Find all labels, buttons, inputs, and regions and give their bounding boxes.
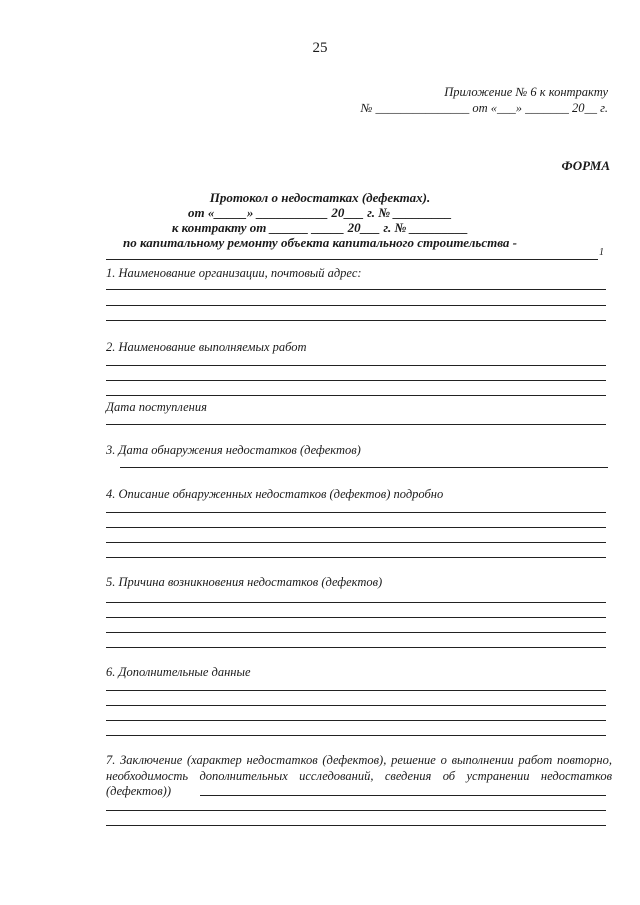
form-label: ФОРМА	[561, 158, 610, 173]
section-cause: 5. Причина возникновения недостатков (дефектов)	[106, 575, 383, 589]
protocol-date-number: от «_____» ___________ 20___ г. № _________	[188, 205, 452, 220]
fill-line[interactable]	[200, 795, 606, 796]
fill-line[interactable]	[106, 380, 606, 381]
fill-line[interactable]	[106, 705, 606, 706]
page-number: 25	[312, 40, 328, 56]
fill-line[interactable]	[106, 825, 606, 826]
section-detection-date: 3. Дата обнаружения недостатков (дефектов)	[106, 443, 361, 457]
fill-line[interactable]	[106, 647, 606, 648]
fill-line[interactable]	[106, 320, 606, 321]
fill-line[interactable]	[106, 690, 606, 691]
appendix-label: Приложение № 6 к контракту	[444, 85, 608, 99]
protocol-title: Протокол о недостатках (дефектах).	[209, 190, 431, 205]
fill-line[interactable]	[106, 617, 606, 618]
protocol-object: по капитальному ремонту объекта капитального строительства -	[122, 235, 518, 250]
fill-line[interactable]	[106, 305, 606, 306]
fill-line[interactable]	[106, 557, 606, 558]
fill-line[interactable]	[106, 735, 606, 736]
section-works: 2. Наименование выполняемых работ	[106, 340, 307, 354]
fill-line[interactable]	[106, 720, 606, 721]
section-organization: 1. Наименование организации, почтовый адрес:	[106, 266, 362, 280]
section-description: 4. Описание обнаруженных недостатков (дефектов) подробно	[106, 487, 444, 501]
fill-line[interactable]	[106, 632, 606, 633]
fill-line[interactable]	[106, 527, 606, 528]
contract-reference: № _______________ от «___» _______ 20__ г.	[360, 101, 608, 115]
section-conclusion: 7. Заключение (характер недостатков (дефектов), решение о выполнении работ повторно, необходимость дополнительных исследований, сведения об устранении недостатков (дефектов))	[106, 753, 612, 798]
fill-line[interactable]	[106, 365, 606, 366]
protocol-contract-ref: к контракту от ______ _____ 20___ г. № _________	[171, 220, 469, 235]
fill-line[interactable]	[106, 542, 606, 543]
fill-line[interactable]	[106, 395, 606, 396]
fill-line[interactable]	[106, 810, 606, 811]
object-name-line[interactable]	[106, 259, 598, 260]
fill-line[interactable]	[106, 289, 606, 290]
footnote-mark: 1	[599, 247, 604, 258]
fill-line[interactable]	[120, 467, 608, 468]
fill-line[interactable]	[106, 424, 606, 425]
fill-line[interactable]	[106, 512, 606, 513]
section-additional-data: 6. Дополнительные данные	[106, 665, 251, 679]
receipt-date-label: Дата поступления	[106, 400, 207, 414]
fill-line[interactable]	[106, 602, 606, 603]
